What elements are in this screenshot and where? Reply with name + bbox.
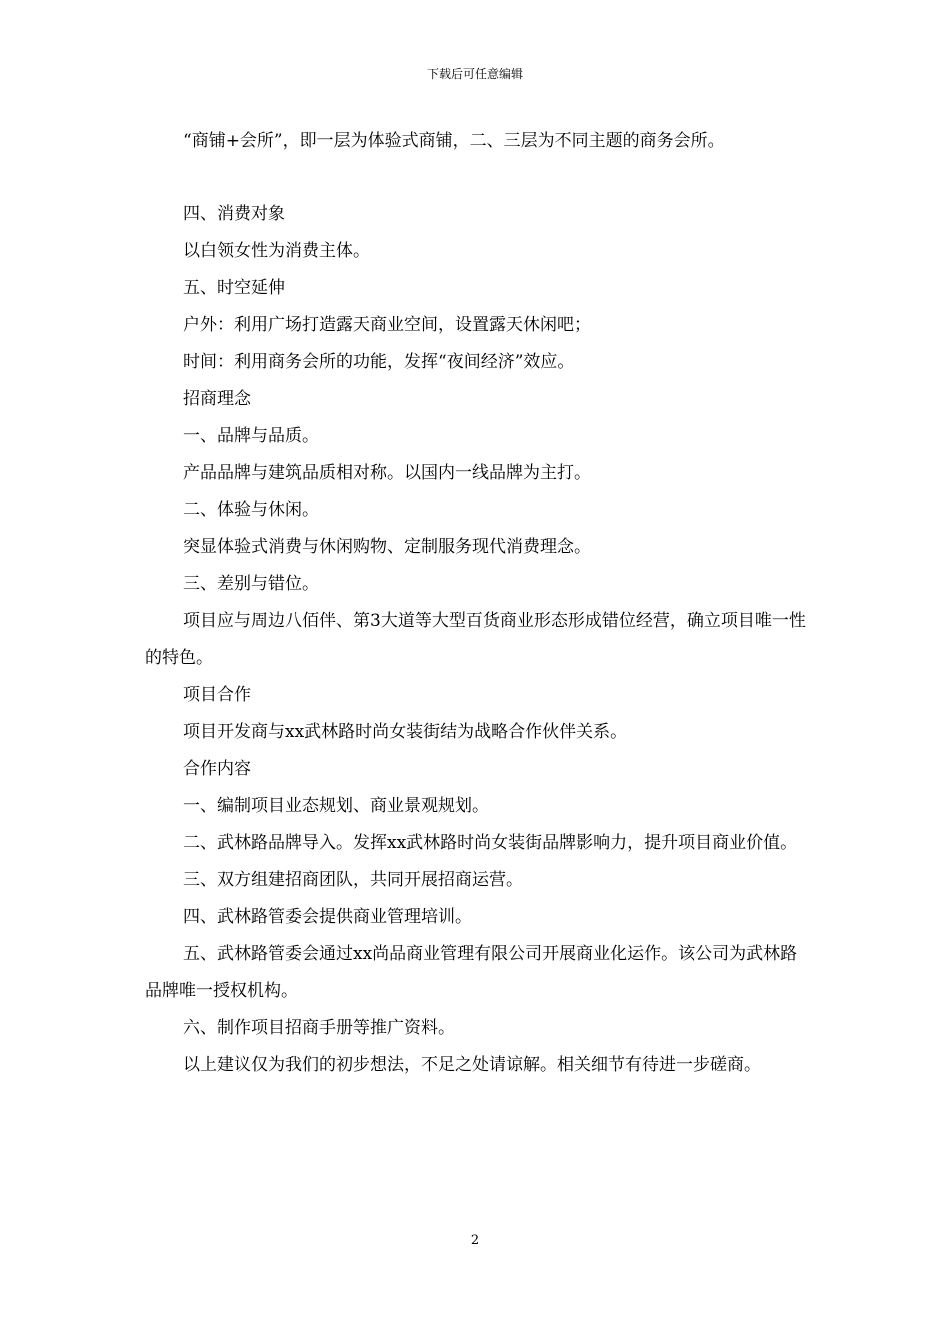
paragraph-experience-leisure: 突显体验式消费与休闲购物、定制服务现代消费理念。 (183, 537, 591, 557)
list-item-6: 六、制作项目招商手册等推广资料。 (183, 1018, 455, 1038)
paragraph-consumer-target: 以白领女性为消费主体。 (183, 241, 370, 261)
heading-brand-quality: 一、品牌与品质。 (183, 426, 319, 446)
paragraph-outdoor: 户外：利用广场打造露天商业空间，设置露天休闲吧； (183, 315, 591, 335)
heading-consumer-target: 四、消费对象 (183, 204, 285, 224)
paragraph-brand-quality: 产品品牌与建筑品质相对称。以国内一线品牌为主打。 (183, 463, 591, 483)
heading-investment-concept: 招商理念 (183, 389, 251, 409)
heading-project-cooperation: 项目合作 (183, 685, 251, 705)
paragraph-difference: 项目应与周边八佰伴、第3大道等大型百货商业形态形成错位经营，确立项目唯一性的特色。 (145, 611, 806, 668)
paragraph-time: 时间：利用商务会所的功能，发挥“夜间经济”效应。 (183, 352, 575, 372)
heading-time-space: 五、时空延伸 (183, 278, 285, 298)
page-number: 2 (470, 1233, 480, 1248)
page-header: 下载后可任意编辑 (426, 67, 523, 81)
document-body (145, 123, 807, 1084)
list-item-2: 二、武林路品牌导入。发挥xx武林路时尚女装街品牌影响力，提升项目商业价值。 (183, 833, 798, 853)
paragraph-shop-club: “商铺+会所”，即一层为体验式商铺，二、三层为不同主题的商务会所。 (183, 131, 725, 151)
list-item-5: 五、武林路管委会通过xx尚品商业管理有限公司开展商业化运作。该公司为武林路品牌唯一授权机构。 (145, 944, 798, 1001)
list-item-1: 一、编制项目业态规划、商业景观规划。 (183, 796, 489, 816)
paragraph-project-cooperation: 项目开发商与xx武林路时尚女装街结为战略合作伙伴关系。 (183, 722, 628, 742)
heading-cooperation-content: 合作内容 (183, 759, 251, 779)
paragraph-closing: 以上建议仅为我们的初步想法，不足之处请谅解。相关细节有待进一步磋商。 (183, 1055, 761, 1075)
heading-difference: 三、差别与错位。 (183, 574, 319, 594)
heading-experience-leisure: 二、体验与休闲。 (183, 500, 319, 520)
list-item-4: 四、武林路管委会提供商业管理培训。 (183, 907, 472, 927)
list-item-3: 三、双方组建招商团队，共同开展招商运营。 (183, 870, 523, 890)
